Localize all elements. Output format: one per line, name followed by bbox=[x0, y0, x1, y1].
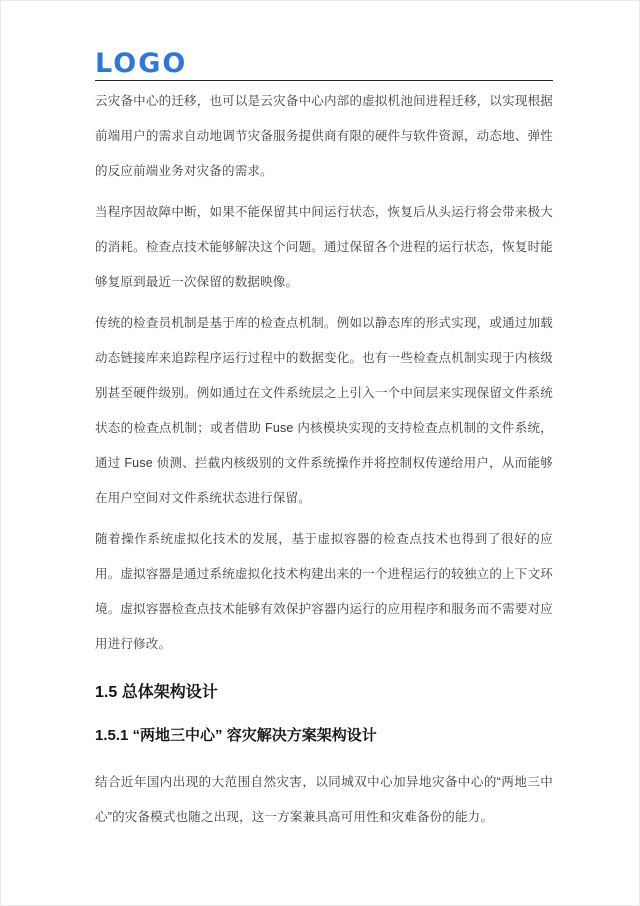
header-divider bbox=[95, 80, 553, 81]
company-logo: LOGO bbox=[95, 48, 188, 79]
document-body bbox=[95, 84, 553, 835]
section-heading-overall-architecture: 1.5 总体架构设计 bbox=[95, 684, 218, 701]
paragraph-container-checkpoint: 随着操作系统虚拟化技术的发展，基于虚拟容器的检查点技术也得到了很好的应用。虚拟容器是通过系统虚拟化技术构建出来的一个进程运行的较独立的上下文环境。虚拟容器检查点技术能够有效保护容器内运行的应用程序和服务而不需要对应用进行修改。 bbox=[95, 532, 553, 651]
paragraph-checkpoint-intro: 当程序因故障中断，如果不能保留其中间运行状态，恢复后从头运行将会带来极大的消耗。检查点技术能够解决这个问题。通过保留各个进程的运行状态，恢复时能够复原到最近一次保留的数据映像。 bbox=[95, 205, 553, 289]
paragraph-cloud-dr-migration: 云灾备中心的迁移，也可以是云灾备中心内部的虚拟机池间进程迁移，以实现根据前端用户的需求自动地调节灾备服务提供商有限的硬件与软件资源，动态地、弹性的反应前端业务对灾备的需求。 bbox=[95, 94, 553, 178]
document-header bbox=[95, 1, 553, 81]
paragraph-checkpoint-mechanisms: 传统的检查员机制是基于库的检查点机制。例如以静态库的形式实现，或通过加载动态链接库来追踪程序运行过程中的数据变化。也有一些检查点机制实现于内核级别甚至硬件级别。例如通过在文件系统层之上引入一个中间层来实现保留文件系统状态的检查点机制；或者借助 Fuse 内核模块实现的支持检查点机制的文件系统，通过 Fuse 侦测、拦截内核级别的文件系统操作并将控制权传递给用户，从而能够在用户空间对文件系统状态进行保留。 bbox=[95, 316, 553, 505]
subsection-heading-two-sites-three-centers: 1.5.1 “两地三中心” 容灾解决方案架构设计 bbox=[95, 727, 377, 744]
paragraph-two-sites-three-centers: 结合近年国内出现的大范围自然灾害，以同城双中心加异地灾备中心的“两地三中心”的灾备模式也随之出现，这一方案兼具高可用性和灾难备份的能力。 bbox=[95, 775, 553, 824]
document-content bbox=[95, 1, 553, 841]
